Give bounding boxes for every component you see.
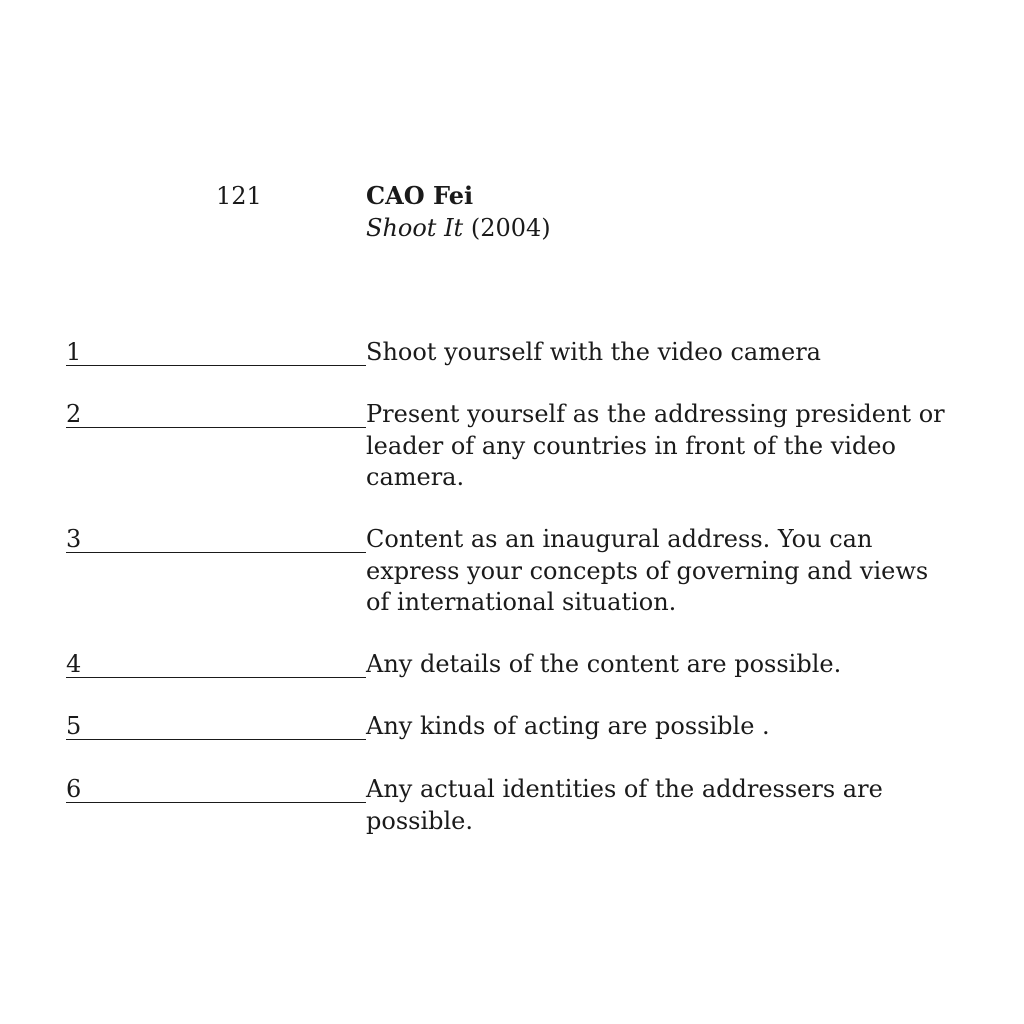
work-title-line	[366, 212, 551, 244]
instruction-text: Shoot yourself with the video camera	[366, 338, 821, 366]
instruction-rule	[66, 337, 366, 366]
instruction-number: 5	[66, 712, 82, 740]
instruction-rule	[66, 649, 366, 678]
instruction-number: 4	[66, 650, 82, 678]
instruction-number: 3	[66, 525, 82, 553]
instruction-text: Present yourself as the addressing president or leader of any countries in front of the video camera.	[366, 400, 945, 491]
instruction-rule	[66, 711, 366, 740]
instruction-text: Any details of the content are possible.	[366, 650, 842, 678]
instruction-rule	[66, 774, 366, 803]
instruction-text: Content as an inaugural address. You can express your concepts of governing and views of international situation.	[366, 525, 929, 616]
page-number: 121	[216, 182, 262, 210]
instruction-number: 2	[66, 400, 82, 428]
instruction-number: 1	[66, 338, 82, 366]
work-title: Shoot It	[366, 214, 464, 242]
work-header	[366, 180, 551, 244]
instruction-number: 6	[66, 775, 82, 803]
work-year: (2004)	[470, 214, 551, 242]
instruction-rule	[66, 399, 366, 428]
instruction-rule	[66, 524, 366, 553]
artist-name: CAO Fei	[366, 181, 474, 210]
instruction-text: Any actual identities of the addressers are possible.	[366, 775, 883, 835]
instruction-text: Any kinds of acting are possible .	[366, 712, 770, 740]
